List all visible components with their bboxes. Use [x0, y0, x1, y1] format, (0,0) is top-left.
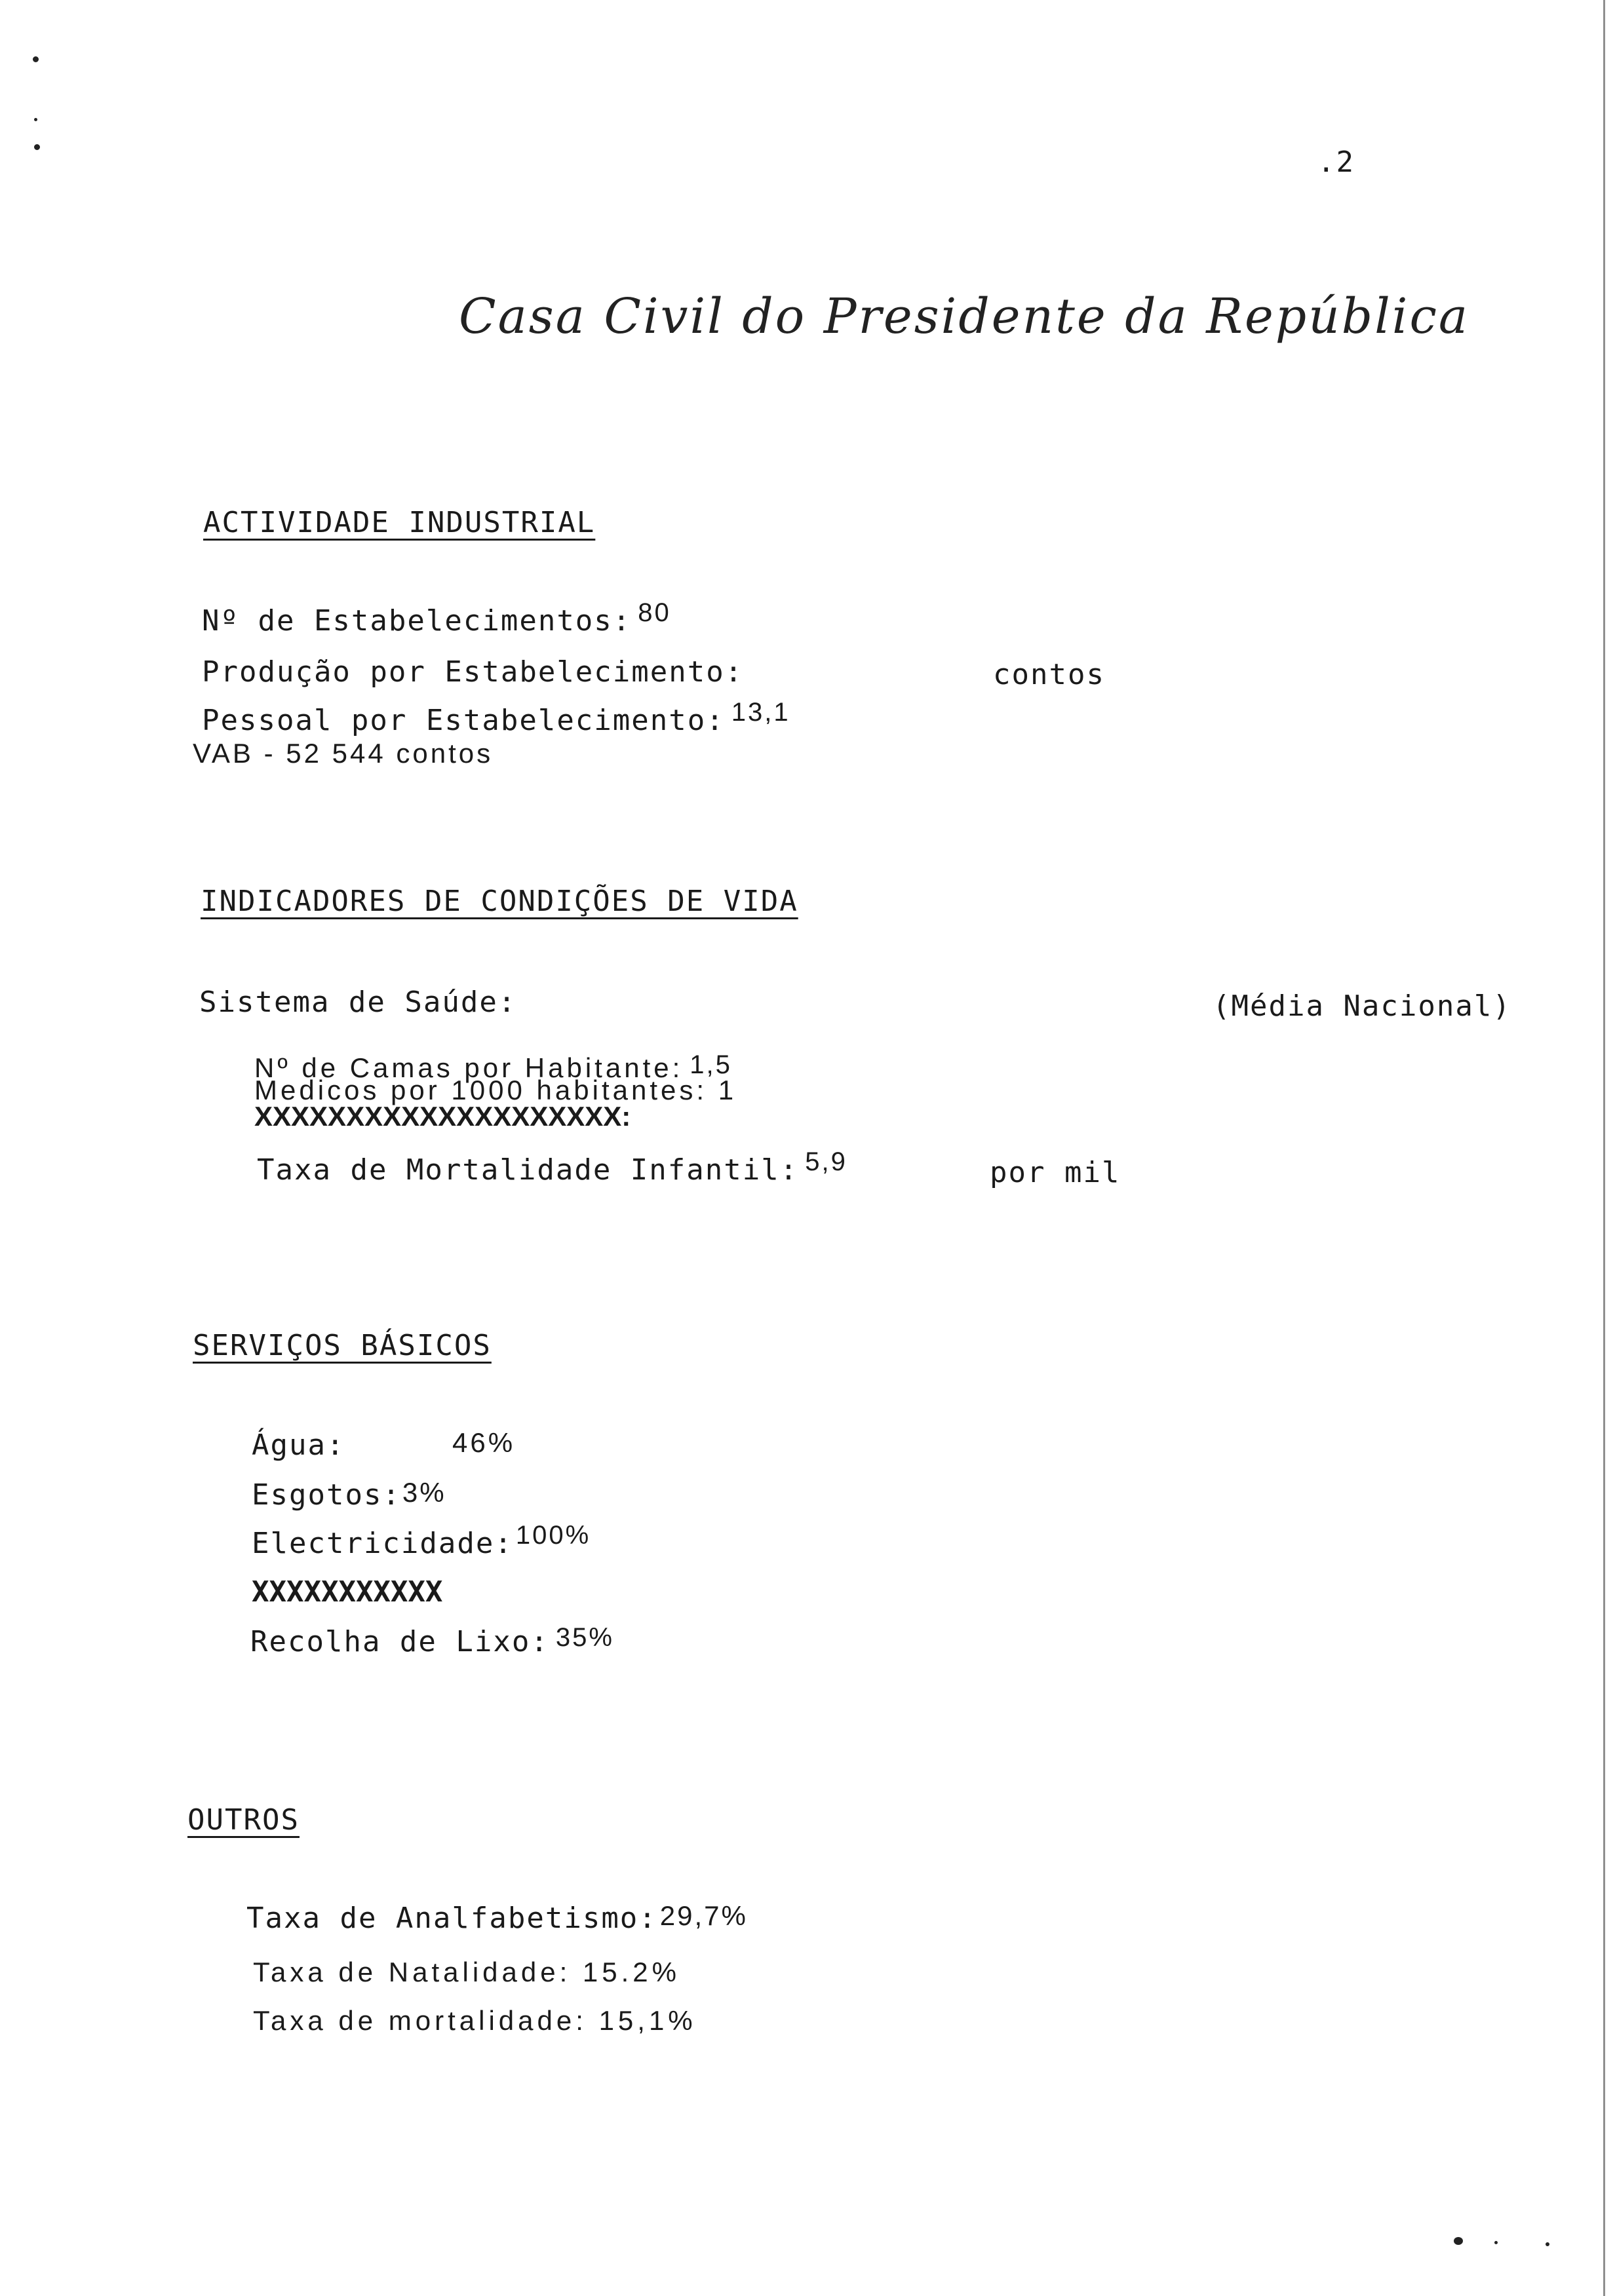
scan-speck [1546, 2242, 1549, 2246]
garbage-label: Recolha de Lixo: [250, 1625, 549, 1658]
water-value: 46% [452, 1427, 516, 1458]
sewage-label: Esgotos: [252, 1478, 401, 1512]
doctors-line: Medicos por 1000 habitantes: 1 [254, 1075, 737, 1105]
scan-speck [33, 56, 39, 62]
scan-speck [1494, 2241, 1498, 2244]
mortality-line: Taxa de mortalidade: 15,1% [253, 2005, 697, 2036]
national-average-label: (Média Nacional) [1213, 989, 1511, 1023]
electricity-value: 100% [515, 1521, 591, 1550]
garbage-line [250, 1625, 614, 1658]
scan-speck [34, 144, 40, 150]
scan-speck [34, 118, 37, 121]
beds-value: 1,5 [690, 1050, 732, 1079]
establishments-value: 80 [638, 598, 671, 627]
section-heading-others: OUTROS [187, 1803, 300, 1837]
staff-value: 13,1 [731, 698, 790, 727]
electricity-label: Electricidade: [252, 1527, 513, 1560]
illiteracy-value: 29,7% [659, 1900, 748, 1931]
water-label: Água: [252, 1428, 345, 1462]
infant-mortality-line [257, 1147, 847, 1187]
production-unit: contos [993, 658, 1105, 691]
staff-label: Pessoal por Estabelecimento: [202, 704, 725, 737]
page-number: .2 [1317, 145, 1355, 179]
sewage-line [252, 1478, 446, 1512]
illiteracy-label: Taxa de Analfabetismo: [246, 1902, 657, 1935]
struck-out-service: XXXXXXXXXXX [252, 1575, 443, 1609]
health-label: Sistema de Saúde: [199, 985, 517, 1019]
beds-label: Nº de Camas por Habitante: [254, 1052, 684, 1083]
establishments-label: Nº de Estabelecimentos: [202, 604, 632, 638]
section-heading-industrial: ACTIVIDADE INDUSTRIAL [203, 506, 596, 539]
garbage-value: 35% [555, 1623, 614, 1652]
infant-mortality-value: 5,9 [805, 1147, 847, 1176]
scan-speck [1454, 2237, 1463, 2245]
letterhead: Casa Civil do Presidente da República [459, 288, 1470, 345]
illiteracy-line [246, 1902, 748, 1935]
section-heading-services: SERVIÇOS BÁSICOS [193, 1329, 492, 1362]
section-heading-living: INDICADORES DE CONDIÇÕES DE VIDA [201, 885, 798, 918]
birth-rate-line: Taxa de Natalidade: 15.2% [253, 1957, 681, 1987]
production-label: Produção por Estabelecimento: [202, 655, 744, 689]
electricity-line [252, 1521, 591, 1560]
struck-out-line: XXXXXXXXXXXXXXXXXXXX: [254, 1101, 631, 1132]
staff-line [202, 698, 790, 737]
vab-line: VAB - 52 544 contos [193, 738, 494, 769]
establishments-line [202, 598, 671, 638]
infant-mortality-unit: por mil [990, 1156, 1121, 1189]
sewage-value: 3% [402, 1477, 446, 1508]
scan-edge-line [1603, 0, 1605, 2296]
infant-mortality-label: Taxa de Mortalidade Infantil: [257, 1153, 799, 1187]
